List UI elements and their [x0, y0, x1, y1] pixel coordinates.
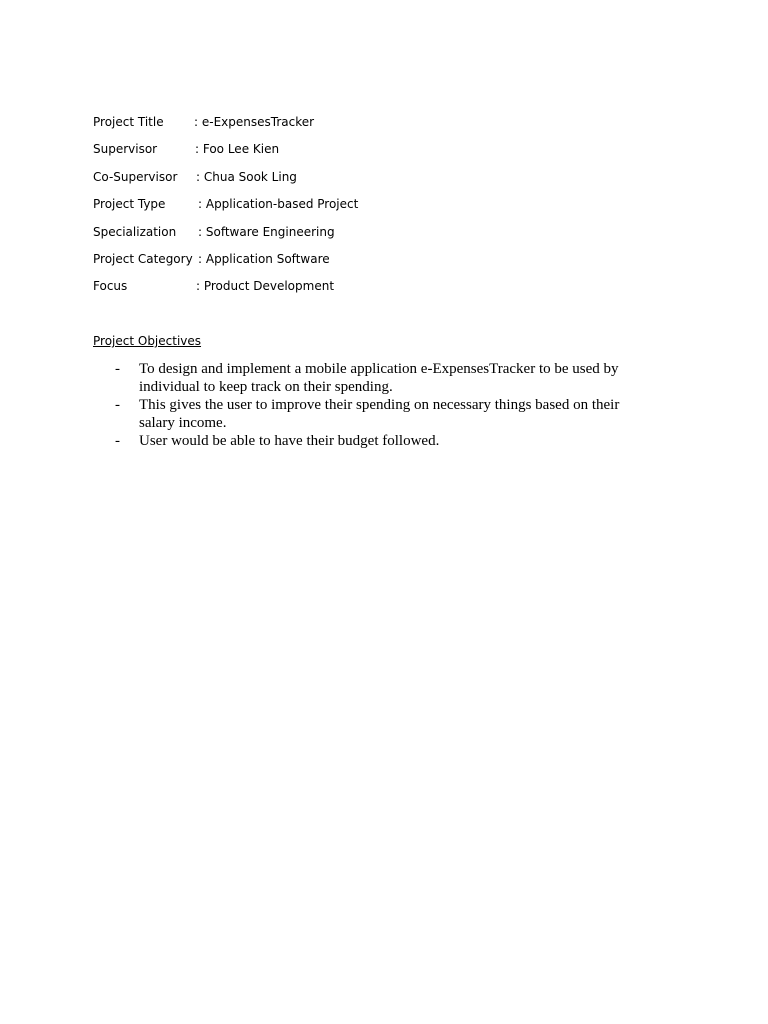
co-supervisor-label: Co-Supervisor — [93, 169, 178, 184]
objective-item — [115, 432, 655, 450]
co-supervisor-value: : Chua Sook Ling — [196, 169, 297, 184]
objective-bullet: - — [115, 433, 120, 449]
project-type-value: : Application-based Project — [198, 197, 359, 212]
specialization-value: : Software Engineering — [198, 224, 335, 239]
objectives-list — [115, 360, 655, 450]
focus-label: Focus — [93, 279, 128, 294]
supervisor-value: : Foo Lee Kien — [195, 142, 280, 157]
objective-bullet: - — [115, 397, 120, 413]
project-category-value: : Application Software — [198, 251, 330, 266]
supervisor-label: Supervisor — [93, 142, 158, 157]
project-title-value: : e-ExpensesTracker — [194, 115, 315, 129]
objective-item — [115, 360, 655, 396]
project-title-label: Project Title — [93, 115, 164, 129]
objective-bullet: - — [115, 361, 120, 377]
objective-text: This gives the user to improve their spending on necessary things based on their salary income. — [139, 397, 620, 431]
specialization-label: Specialization — [93, 224, 177, 239]
objective-item — [115, 396, 655, 432]
project-type-label: Project Type — [93, 197, 166, 212]
focus-value: : Product Development — [196, 279, 335, 294]
project-category-label: Project Category — [93, 251, 193, 266]
objectives-heading: Project Objectives — [93, 334, 202, 348]
objective-text: User would be able to have their budget followed. — [139, 433, 440, 449]
objective-text: To design and implement a mobile application e-ExpensesTracker to be used by individual to keep track on their spending. — [139, 361, 619, 395]
